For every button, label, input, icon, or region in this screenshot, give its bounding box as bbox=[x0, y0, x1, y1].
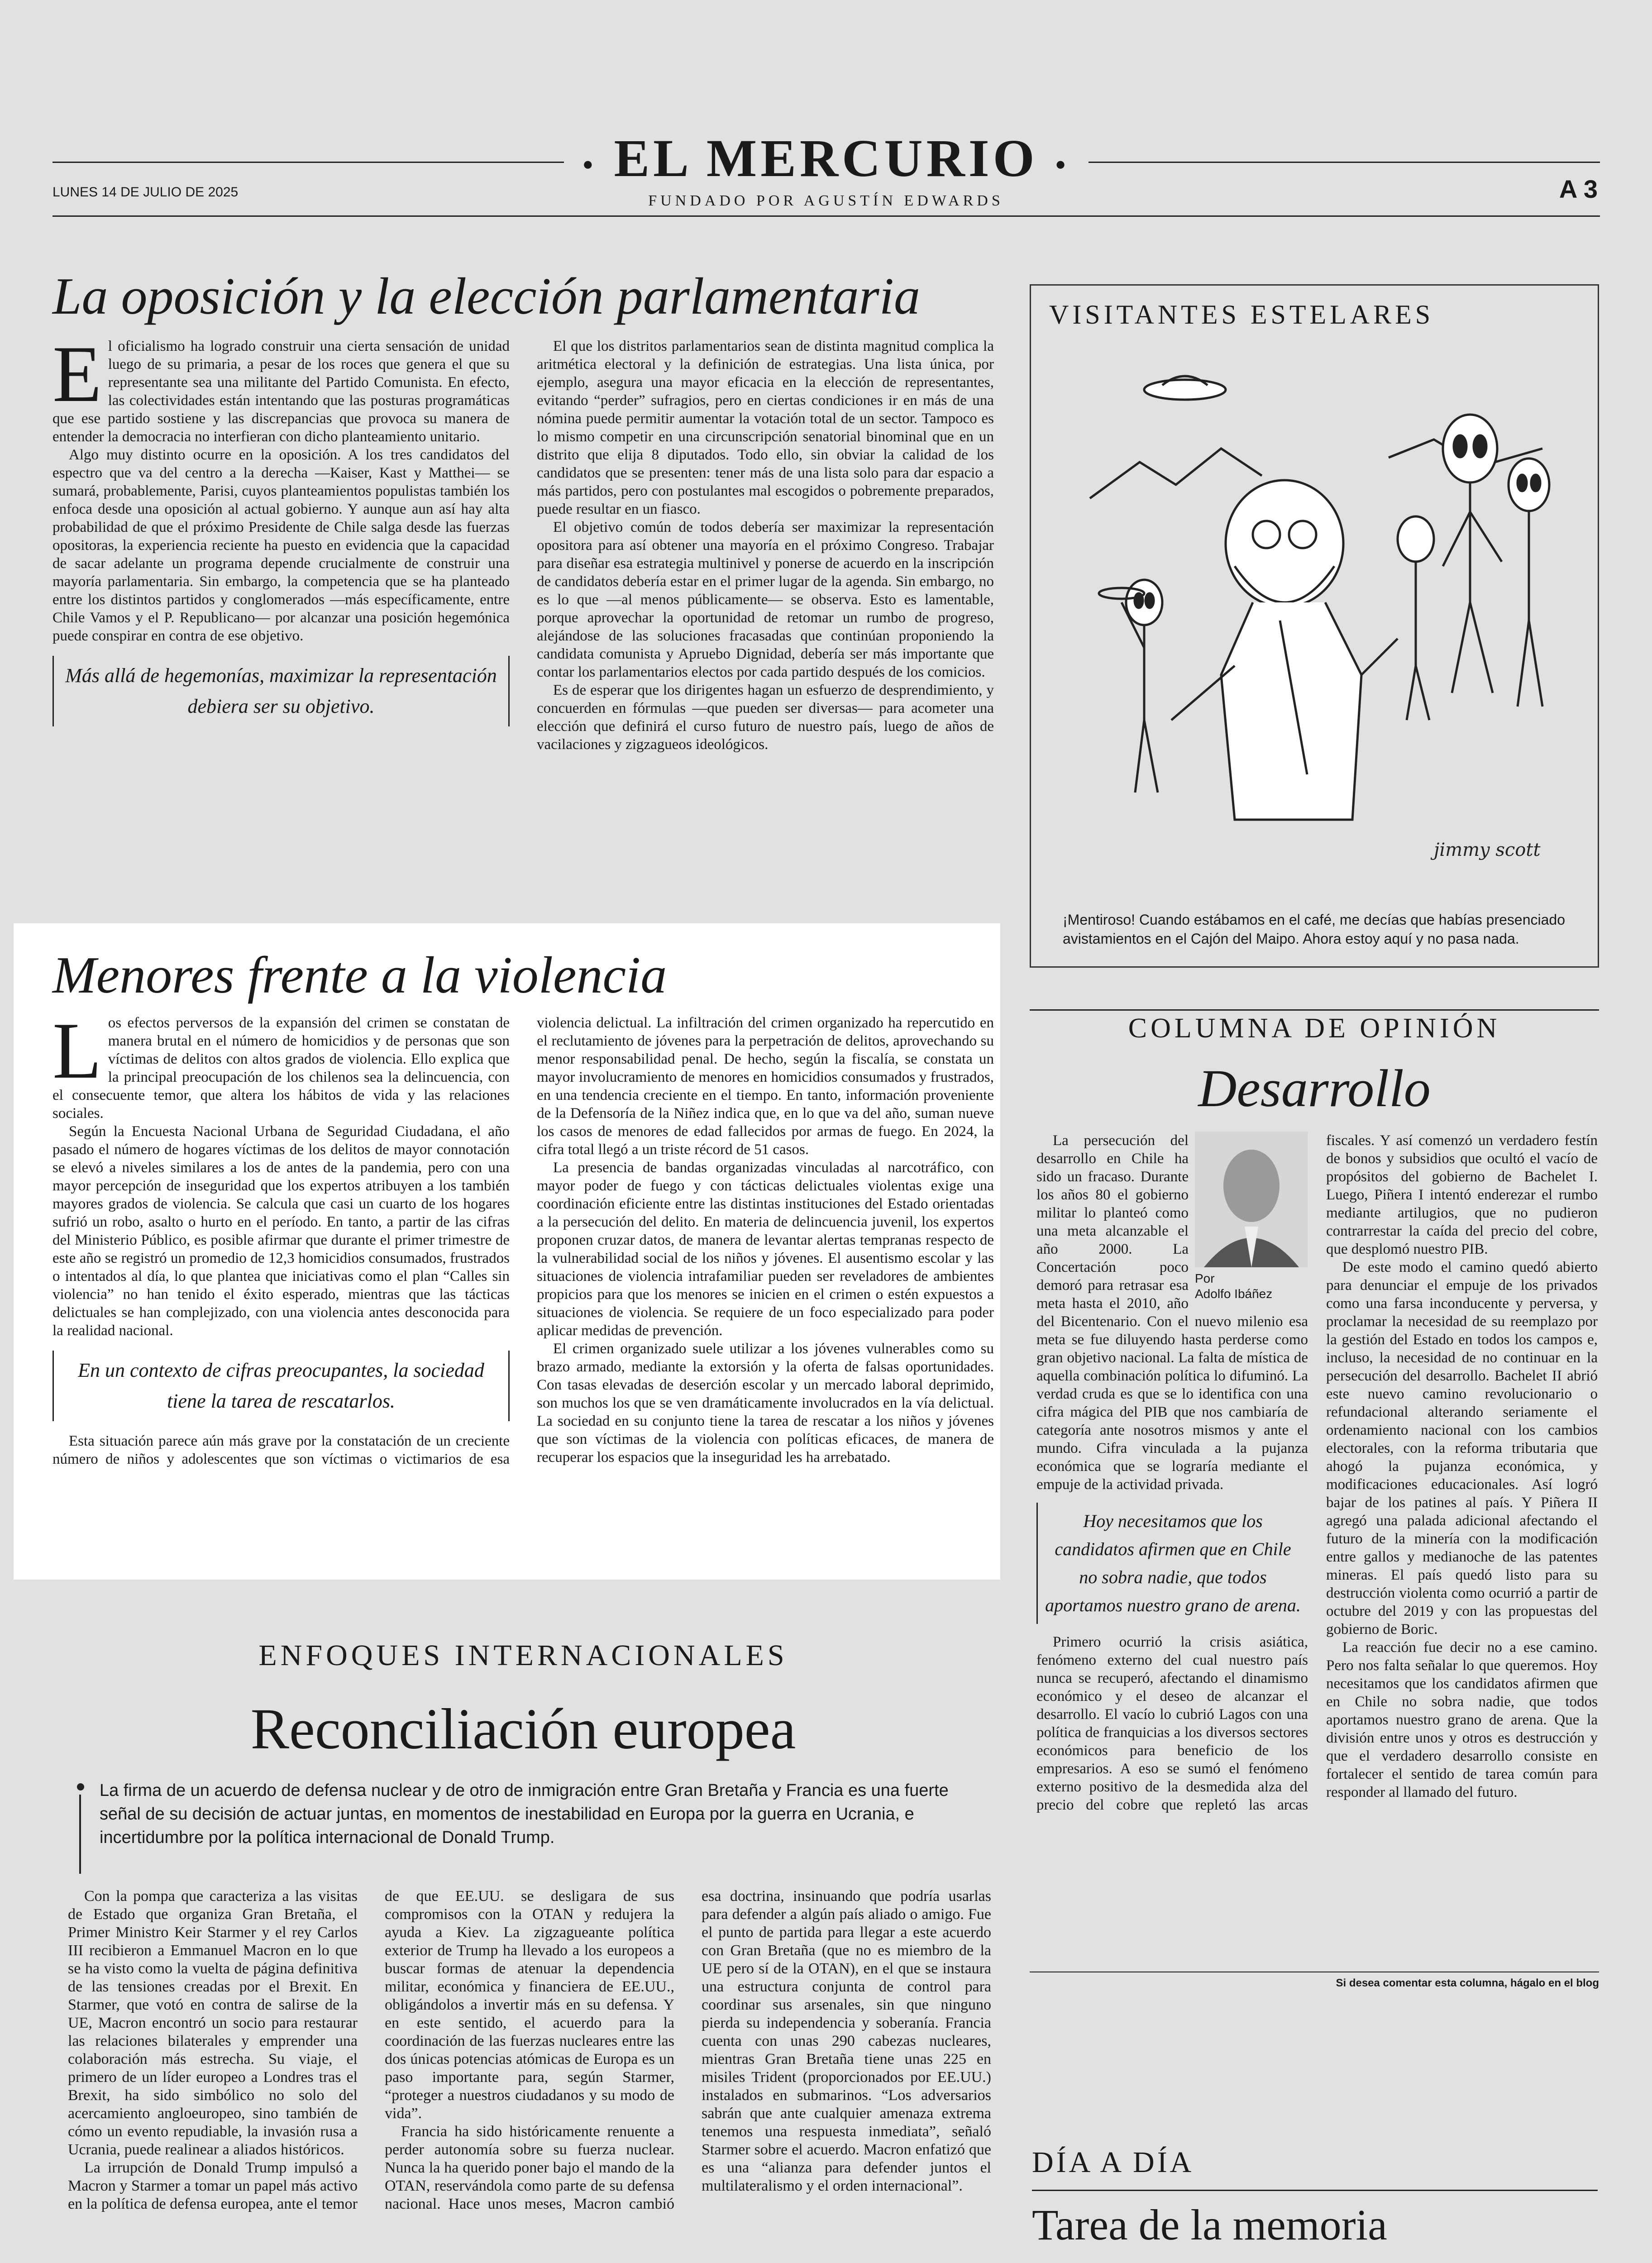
author-photo bbox=[1195, 1132, 1308, 1267]
editorial2-dropcap: L bbox=[53, 1006, 102, 1095]
masthead-bottom-rule bbox=[53, 215, 1600, 217]
editorial2-headline: Menores frente a la violencia bbox=[53, 946, 667, 1004]
editorial1-headline: La oposición y la elección parlamentaria bbox=[53, 267, 920, 325]
editorial1-paragraph: El objetivo común de todos debería ser maximizar la representación opositora para así obtener una mayoría en el próximo Congreso. Trabajar para diseñar esa estrategia multinivel y ponerse de acuerdo en la inscripción de candidatos debería estar en el primer lugar de la agenda. Sin embargo, no es lo que —al menos públicamente— se observa. Esto es lamentable, porque aprovechar la oportunidad de retomar un rumbo de progreso, alejándose de las soluciones fracasadas que continúan proponiendo la candidata comunista y Apruebo Dignidad, debería ser más importante que contar los parlamentarios electos por cada partido después de los comicios. bbox=[537, 519, 994, 680]
column-body bbox=[1036, 1132, 1598, 1960]
cartoon-illustration bbox=[1072, 349, 1561, 869]
editorial2-pull-quote: En un contexto de cifras preocupantes, la sociedad tiene la tarea de rescatarlos. bbox=[53, 1351, 510, 1421]
man-head bbox=[1226, 480, 1343, 607]
author-photo-box bbox=[1195, 1132, 1308, 1302]
international-body-1 bbox=[68, 1887, 991, 2263]
flying-saucer bbox=[1144, 380, 1226, 400]
masthead-dot-left: ● bbox=[582, 153, 597, 174]
editorial1-paragraph: El que los distritos parlamentarios sean de distinta magnitud complica la aritmética electoral y la definición de estrategias. Una lista única, por ejemplo, asegura una mayor eficacia en la elección de representantes, evitando “perder” sufragios, pero en ciertas condiciones ir en más de una nómina puede permitir aumentar la votación total de un sector. Tampoco es lo mismo competir en una circunscripción senatorial binominal que en un distrito que elija 8 diputados. Todo ello, sin obviar la calidad de los candidatos que se presenten: tener más de una lista solo para dar espacio a más partidos, pero con postulantes mal escogidos o pobremente preparados, puede resultar en un fiasco. bbox=[537, 338, 994, 517]
international-section-label: ENFOQUES INTERNACIONALES bbox=[258, 1639, 788, 1672]
editorial2-paragraph: El crimen organizado suele utilizar a los jóvenes vulnerables como su brazo armado, mediante la extorsión y la oferta de falsas oportunidades. Con tasas elevadas de deserción escolar y un mercado laboral deprimido, son muchos los que se ven dramáticamente involucrados en la vía delictual. La sociedad en su conjunto tiene la tarea de rescatar a los niños y jóvenes que son víctimas de la violencia con políticas eficaces, de manera de recuperar los espacios que la inseguridad les ha arrebatado. bbox=[537, 1341, 994, 1466]
international-paragraph: Francia ha sido históricamente renuente a perder autonomía sobre su fuerza nuclear. Nunca la ha querido poner bajo el mando de la OTAN, reservándola como parte de su defensa nacional. Hace unos meses, Macron cambió esa doctrina, insinuando que podría usarlas para defender a algún país aliado o amigo. Fue el punto de partida para llegar a este acuerdo con Gran Bretaña (que no es miembro de la UE pero sí de la OTAN), en el que se instaura una estructura conjunta de control para coordinar sus arsenales, sin que ninguno pierda su independencia y soberanía. Francia cuenta con unas 290 cabezas nucleares, mientras Gran Bretaña tiene unas 225 en misiles Trident (proporcionados por EE.UU.) instalados en submarinos. “Los adversarios sabrán que ante cualquier amenaza extrema tenemos una respuesta inmediata”, señaló Starmer sobre el acuerdo. Macron enfatizó que es una “alianza para defender juntos el multilateralismo y el orden internacional”. bbox=[385, 1888, 991, 2212]
international-paragraph: La irrupción de Donald Trump impulsó a Macron y Starmer a tomar un papel más activo en la política de defensa europea, ante el temor de que EE.UU. se desligara de sus compromisos con la OTAN y redujera la ayuda a Kiev. La zigzagueante política exterior de Trump ha llevado a los europeos a buscar formas de atenuar la dependencia militar, económica y financiera de EE.UU., obligándolos a invertir más en su defensa. Y en este sentido, el acuerdo para la coordinación de las fuerzas nucleares entre las dos únicas potencias atómicas de Europa es un paso importante para, según Starmer, “proteger a nuestros ciudadanos y su modo de vida”. bbox=[68, 1888, 674, 2212]
cartoon-signature: jimmy scott bbox=[1434, 840, 1541, 860]
issue-date: LUNES 14 DE JULIO DE 2025 bbox=[53, 185, 239, 200]
editorial1-pull-quote: Más allá de hegemonías, maximizar la representación debiera ser su objetivo. bbox=[53, 656, 510, 726]
column-paragraph: La reacción fue decir no a ese camino. Pero nos falta señalar lo que queremos. Hoy necesitamos que los candidatos afirmen que en Chile no sobra nadie, que todos aportamos nuestro grano de arena. Que la división entre unos y otros es destrucción y que el verdadero desarrollo consiste en fortalecer el sentido de tarea común para responder al llamado del futuro. bbox=[1326, 1639, 1598, 1800]
editorial1-dropcap: E bbox=[53, 329, 102, 419]
column-footer: Si desea comentar esta columna, hágalo en el blog bbox=[1336, 1977, 1599, 1989]
column-headline: Desarrollo bbox=[1198, 1059, 1431, 1118]
editorial2-body bbox=[53, 1006, 994, 1575]
column-paragraph: Primero ocurrió la crisis asiática, fenómeno externo del cual nuestro país nunca se recuperó, afectando el dinamismo económico y el deseo de alcanzar el desarrollo. El vacío lo cubrió Lagos con una política de franquicias a los diversos sectores económicos para beneficio de los empresarios. A eso se sumó el fenómeno externo positivo de la desmedida alza del precio del cobre que repletó las arcas fiscales. Y así comenzó un verdadero festín de bonos y subsidios que ocultó el vacío de propósitos del gobierno de Bachelet I. Luego, Piñera I intentó enderezar el rumbo mediante artilugios, que no pudieron contrarrestar la caída del precio del cobre, que desplomó nuestro PIB. bbox=[1036, 1132, 1598, 1813]
column-paragraph: De este modo el camino quedó abierto para denunciar el empuje de los privados como una farsa inconducente y perversa, y proclamar la necesidad de su reemplazo por la gestión del Estado en todos los campos e, incluso, la necesidad de no continuar en la persecución del desarrollo. Bachelet II abrió este nuevo camino revolucionario o refundacional alterando seriamente el ordenamiento nacional con los cambios electorales, con la reforma tributaria que ahogó la pujanza económica, y modificaciones educacionales. Así logró bajar de los patines al país. Y Piñera II agregó una palada adicional afectando el futuro de la minería con la modificación entre gallos y medianoche de las patentes mineras. El país quedó listo para su destrucción violenta como ocurrió a partir de octubre del 2019 y con las propuestas del gobierno de Boric. bbox=[1326, 1259, 1598, 1638]
international-lead: La firma de un acuerdo de defensa nuclear y de otro de inmigración entre Gran Bretaña y Francia es una fuerte señal de su decisión de actuar juntas, en momentos de inestabilidad en Europa por la guerra en Ucrania, e incertidumbre por la política internacional de Donald Trump. bbox=[100, 1781, 949, 1847]
page-number: A 3 bbox=[1559, 175, 1598, 203]
international-lead-bullet bbox=[77, 1783, 84, 1790]
diaadia-section-label: DÍA A DÍA bbox=[1032, 2146, 1194, 2179]
alien-head bbox=[1443, 415, 1497, 482]
editorial1-paragraph: Es de esperar que los dirigentes hagan un esfuerzo de desprendimiento, y concuerden en fórmulas —que pueden ser diversas— para acometer una elección que definirá el curso futuro de nuestro país, luego de años de vacilaciones y zigzagueos ideológicos. bbox=[537, 682, 994, 753]
cartoon-panel bbox=[1030, 284, 1599, 968]
editorial1-paragraph: l oficialismo ha logrado construir una cierta sensación de unidad luego de su primaria, a pesar de los roces que genera el que su representante sea una militante del Partido Comunista. En efecto, las colectividades están intentando que las posturas programáticas que ese partido sostiene y las discrepancias que provoca su manera de entender la democracia no interfieran con dicho planteamiento unitario. bbox=[53, 338, 510, 445]
column-paragraph: La persecución del desarrollo en Chile ha sido un fracaso. Durante los años 80 el gobierno militar lo planteó como una meta alcanzable el año 2000. La Concertación poco demoró para retrasar esa meta hasta el 2010, año del Bicentenario. Con el nuevo milenio esa meta se fue diluyendo hasta perderse como gran objetivo nacional. La falta de mística de aquella combinación política lo difuminó. La verdad cruda es que se lo identifica con una cifra mágica del PIB que nos cambiaría de categoría ante nosotros mismos y ante el mundo. Cifra vinculada a la pujanza económica que se lograría mediante el empuje de la actividad privada. bbox=[1036, 1132, 1308, 1493]
diaadia-rule bbox=[1032, 2190, 1598, 2191]
column-section-label: COLUMNA DE OPINIÓN bbox=[1128, 1013, 1501, 1044]
masthead-dot-right: ● bbox=[1055, 153, 1070, 174]
diaadia-headline: Tarea de la memoria bbox=[1032, 2201, 1387, 2249]
international-paragraph: Con la pompa que caracteriza a las visitas de Estado que organiza Gran Bretaña, el Primer Ministro Keir Starmer y el rey Carlos III recibieron a Emmanuel Macron en lo que se ha visto como la vuelta de página definitiva de las tensiones creadas por el Brexit. En Starmer, que votó en contra de salirse de la UE, Macron encontró un socio para restaurar las relaciones bilaterales y emprender una colaboración más estrecha. Su viaje, el primero de un líder europeo a Londres tras el Brexit, ha sido simbólico no solo del acercamiento angloeuropeo, sino también de cómo un evento repudiable, la invasión rusa a Ucrania, puede realinear a aliados históricos. bbox=[68, 1888, 358, 2158]
column-pull-quote: Hoy necesitamos que los candidatos afirmen que en Chile no sobra nadie, que todos aportamos nuestro grano de arena. bbox=[1036, 1503, 1308, 1624]
editorial2-paragraph: Según la Encuesta Nacional Urbana de Seguridad Ciudadana, el año pasado el número de hogares víctimas de los delitos de mayor connotación se elevó a niveles similares a los de antes de la pandemia, pero con una mayor percepción de inseguridad que los expertos atribuyen a los también mayores grados de violencia. Se calcula que casi un cuarto de los hogares sufrió un robo, asalto o hurto en el período. En tanto, a partir de las cifras del Ministerio Público, es posible afirmar que durante el primer trimestre de este año se registró un promedio de 12,3 homicidios consumados, frustrados o intentados al día, lo que plantea que iniciativas como el plan “Calles sin violencia” no han tenido el éxito esperado, mientras que las tácticas delictuales se han complejizado, con una violencia antes desconocida para la realidad nacional. bbox=[53, 1123, 510, 1339]
international-lead-bar bbox=[79, 1795, 81, 1874]
editorial1-body bbox=[53, 329, 994, 898]
masthead-line-right bbox=[1089, 162, 1600, 163]
masthead-line-left bbox=[53, 162, 564, 163]
masthead-subtitle: FUNDADO POR AGUSTÍN EDWARDS bbox=[648, 192, 1004, 209]
author-name: Adolfo Ibáñez bbox=[1195, 1287, 1273, 1301]
cartoon-title: VISITANTES ESTELARES bbox=[1049, 300, 1434, 329]
editorial1-paragraph: Algo muy distinto ocurre en la oposición. A los tres candidatos del espectro que va del centro a la derecha —Kaiser, Kast y Matthei— se sumará, probablemente, Parisi, cuyos planteamientos populistas también los enfoca desde una oposición al actual gobierno. Y aunque aun así hay alta probabilidad de que el próximo Presidente de Chile salga desde las fuerzas opositoras, la experiencia reciente ha puesto en evidencia que la capacidad de sacar adelante un programa depende crucialmente de construir una mayoría parlamentaria. Sin embargo, la competencia que se ha planteado entre los distintos partidos y conglomerados —más específicamente, entre Chile Vamos y el P. Republicano— por alcanzar una posición hegemónica puede conspirar en contra de ese objetivo. bbox=[53, 447, 510, 644]
masthead-logo: EL MERCURIO bbox=[614, 129, 1038, 188]
editorial2-paragraph: La presencia de bandas organizadas vinculadas al narcotráfico, con mayor poder de fuego y con tácticas delictuales violentas exige una coordinación eficiente entre las distintas instituciones del Estado orientadas a la persecución del delito. En materia de delincuencia juvenil, los expertos proponen cruzar datos, de manera de levantar alertas tempranas respecto de la vulnerabilidad social de los niños y jóvenes. El ausentismo escolar y las situaciones de violencia intrafamiliar pueden ser reveladores de ambientes propicios para que los menores se inicien en el crimen o estén expuestos a situaciones de violencia. Se requiere de un foco especializado para poder aplicar medidas de prevención. bbox=[537, 1160, 994, 1339]
international-headline: Reconciliación europea bbox=[250, 1697, 796, 1761]
byline-pre: Por bbox=[1195, 1271, 1215, 1285]
masthead-title bbox=[573, 128, 1079, 189]
editorial2-paragraph: Esta situación parece aún más grave por la constatación de un creciente número de niños y adolescentes que son víctimas o victimarios de esa violencia delictual. La infiltración del crimen organizado ha repercutido en el reclutamiento de jóvenes para la perpetración de delitos, aprovechando su menor responsabilidad penal. De hecho, según la fiscalía, se constata un mayor involucramiento de menores en homicidios consumados y frustrados, en una tendencia creciente en el tiempo. En tanto, información proveniente de la Defensoría de la Niñez indica que, en lo que va del año, suman nueve los casos de menores de edad fallecidos por armas de fuego. En 2024, la cifra total llegó a un triste récord de 51 casos. bbox=[53, 1015, 994, 1467]
cartoon-caption: ¡Mentiroso! Cuando estábamos en el café, me decías que habías presenciado avistamientos en el Cajón del Maipo. Ahora estoy aquí y no pasa nada. bbox=[1063, 912, 1565, 947]
editorial2-paragraph: os efectos perversos de la expansión del crimen se constatan de manera brutal en el número de homicidios y de personas que son víctimas de delitos con altos grados de violencia. Ello explica que la principal preocupación de los chilenos sea la delincuencia, con el consecuente temor, que altera los hábitos de vida y las relaciones sociales. bbox=[53, 1015, 510, 1122]
